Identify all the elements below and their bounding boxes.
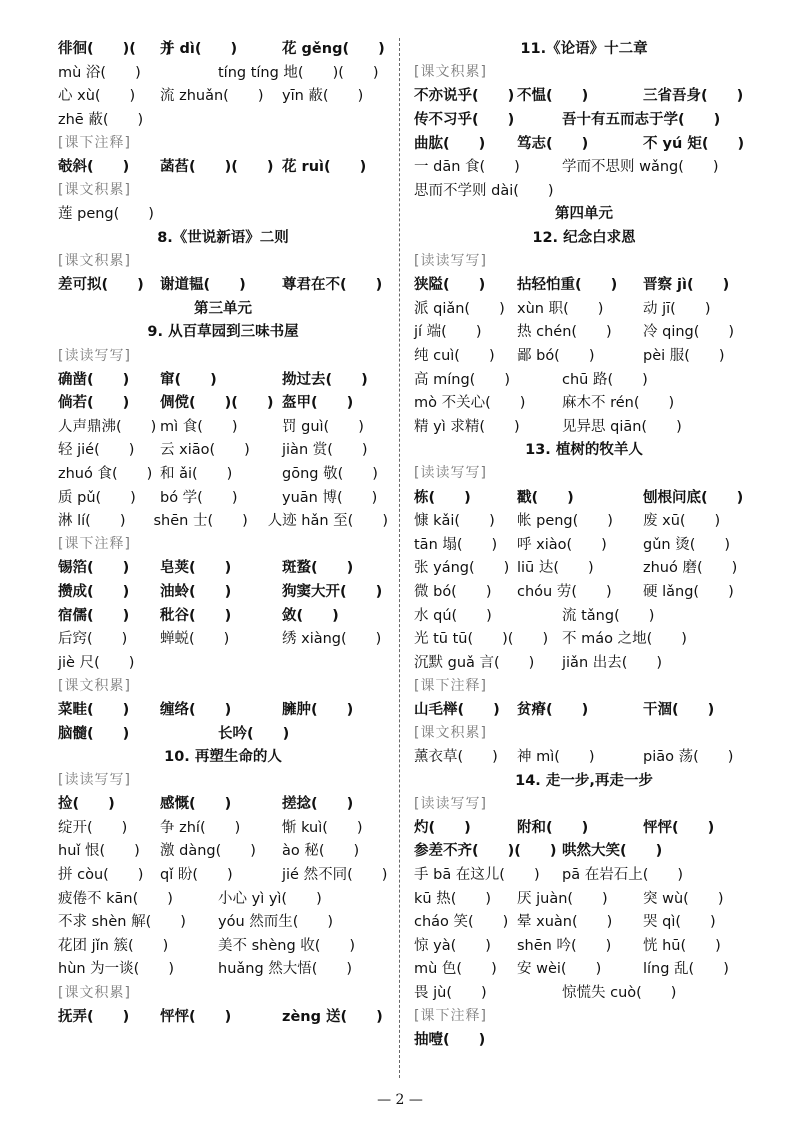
vocab-item: 绣 xiàng( ) <box>282 631 382 648</box>
vocab-row <box>414 107 754 131</box>
vocab-row <box>58 697 388 721</box>
vocab-row <box>58 83 388 107</box>
vocab-item: 轻 jié( ) <box>58 442 135 459</box>
vocab-row <box>58 414 388 438</box>
vocab-item: 张 yáng( ) <box>414 560 510 577</box>
vocab-item: 流 tǎng( ) <box>562 607 655 624</box>
page-number: — 2 — <box>377 1092 423 1108</box>
vocab-row <box>58 862 388 886</box>
vocab-item: gǔn 烫( ) <box>643 536 731 553</box>
subsection-label: [课文积累] <box>414 725 487 742</box>
vocab-item: jié 然不同( ) <box>282 867 388 884</box>
vocab-row <box>58 815 388 839</box>
vocab-row <box>414 343 754 367</box>
vocab-item: zhē 蔽( ) <box>58 112 144 129</box>
vocab-item: 罚 guì( ) <box>282 418 364 435</box>
vocab-item: jiǎn 出去( ) <box>562 654 663 671</box>
vocab-row <box>414 178 754 202</box>
subsection-label: [课文积累] <box>58 984 131 1001</box>
vocab-item: huǐ 恨( ) <box>58 843 140 860</box>
vocab-item: 臃肿( ) <box>282 701 354 718</box>
vocab-item: 徘徊( )( ) <box>58 41 172 58</box>
vocab-item: 山毛榉( ) <box>414 701 500 718</box>
vocab-item: zhuó 磨( ) <box>643 560 738 577</box>
vocab-item: 动 jī( ) <box>643 300 711 317</box>
vocab-item: pèi 服( ) <box>643 348 725 365</box>
vocab-item: 硬 lǎng( ) <box>643 583 734 600</box>
vocab-item: 差可拟( ) <box>58 277 144 294</box>
vocab-item: 敛( ) <box>282 607 339 624</box>
vocab-item: xùn 职( ) <box>517 300 604 317</box>
vocab-item: 恍 hū( ) <box>643 937 721 954</box>
vocab-row <box>414 83 754 107</box>
vocab-row <box>58 60 388 84</box>
vocab-item: ào 秘( ) <box>282 843 360 860</box>
subsection-label: [课文积累] <box>58 677 131 694</box>
vocab-item: 盔甲( ) <box>282 395 354 412</box>
vocab-item: 倜傥( )( ) <box>160 395 274 412</box>
vocab-row <box>414 319 754 343</box>
vocab-item: 安 wèi( ) <box>517 961 602 978</box>
vocab-row <box>414 390 754 414</box>
vocab-row <box>414 697 754 721</box>
subsection-label: [课文积累] <box>414 64 487 81</box>
vocab-item: 人迹 hǎn 至( ) <box>267 513 388 530</box>
vocab-item: hùn 为一谈( ) <box>58 961 174 978</box>
vocab-row <box>414 838 754 862</box>
vocab-item: 心 xù( ) <box>58 88 136 105</box>
vocab-row <box>58 838 388 862</box>
vocab-item: 水 qú( ) <box>414 607 492 624</box>
vocab-item: 惊 yà( ) <box>414 937 491 954</box>
subsection-label: [读读写写] <box>58 347 131 364</box>
vocab-row <box>414 296 754 320</box>
vocab-row <box>58 649 388 673</box>
vocab-item: 莲 peng( ) <box>58 206 154 223</box>
vocab-item: liū 达( ) <box>517 560 594 577</box>
vocab-row <box>58 154 388 178</box>
vocab-item: 确凿( ) <box>58 371 130 388</box>
vocab-item: zhuó 食( ) <box>58 465 153 482</box>
vocab-item: 激 dàng( ) <box>160 843 256 860</box>
section-heading: 12. 纪念白求恩 <box>532 230 636 247</box>
vocab-item: 干涸( ) <box>643 701 715 718</box>
vocab-item: 热 chén( ) <box>517 324 612 341</box>
vocab-item: yīn 蔽( ) <box>282 88 364 105</box>
vocab-row <box>58 272 388 296</box>
vocab-row <box>58 461 388 485</box>
vocab-item: jí 端( ) <box>414 324 482 341</box>
vocab-item: 派 qiǎn( ) <box>414 300 505 317</box>
vocab-item: 不求 shèn 解( ) <box>58 914 186 931</box>
vocab-row <box>414 484 754 508</box>
vocab-item: 菡萏( )( ) <box>160 159 274 176</box>
subsection-label: [课下注释] <box>58 135 131 152</box>
section-heading: 14. 走一步,再走一步 <box>515 772 653 789</box>
vocab-item: 油蛉( ) <box>160 583 232 600</box>
vocab-row <box>58 933 388 957</box>
vocab-item: 沉默 guǎ 言( ) <box>414 654 535 671</box>
vocab-item: 感慨( ) <box>160 796 232 813</box>
vocab-row <box>58 366 388 390</box>
vocab-row <box>414 366 754 390</box>
vocab-item: 见异思 qiān( ) <box>562 418 682 435</box>
vocab-item: 花 gěng( ) <box>282 41 385 58</box>
vocab-row <box>58 437 388 461</box>
vocab-item: 并 dì( ) <box>160 41 238 58</box>
vocab-item: 呼 xiào( ) <box>517 536 607 553</box>
vocab-row <box>414 909 754 933</box>
vocab-row <box>58 602 388 626</box>
vocab-item: 帐 peng( ) <box>517 513 613 530</box>
vocab-item: 突 wù( ) <box>643 890 724 907</box>
vocab-row <box>414 602 754 626</box>
vocab-row <box>414 555 754 579</box>
vocab-item: 贫瘠( ) <box>517 701 589 718</box>
section-heading: 第四单元 <box>555 206 613 223</box>
vocab-item: mò 不关心( ) <box>414 395 526 412</box>
vocab-item: 思而不学则 dài( ) <box>414 182 554 199</box>
vocab-item: 惊慌失 cuò( ) <box>562 985 677 1002</box>
subsection-label: [读读写写] <box>414 253 487 270</box>
vocab-item: 抚弄( ) <box>58 1008 130 1025</box>
vocab-item: 谢道韫( ) <box>160 277 246 294</box>
vocab-row <box>414 414 754 438</box>
column-divider <box>399 38 400 1078</box>
vocab-item: cháo 笑( ) <box>414 914 509 931</box>
vocab-item: 传不习乎( ) <box>414 112 515 129</box>
vocab-item: 晋察 jì( ) <box>643 277 730 294</box>
vocab-item: 窜( ) <box>160 371 217 388</box>
vocab-row <box>414 933 754 957</box>
vocab-item: huǎng 然大悟( ) <box>218 961 353 978</box>
vocab-row <box>414 980 754 1004</box>
vocab-row <box>58 791 388 815</box>
vocab-item: 高 míng( ) <box>414 371 510 388</box>
vocab-row <box>58 720 388 744</box>
vocab-item: 秕谷( ) <box>160 607 232 624</box>
vocab-item: 冷 qing( ) <box>643 324 735 341</box>
vocab-item: 不亦说乎( ) <box>414 88 515 105</box>
subsection-label: [课文积累] <box>58 182 131 199</box>
vocab-item: 哄然大笑( ) <box>562 843 663 860</box>
vocab-row <box>58 508 388 532</box>
vocab-item: pā 在岩石上( ) <box>562 867 684 884</box>
vocab-item: 纯 cuì( ) <box>414 348 495 365</box>
vocab-item: 倘若( ) <box>58 395 130 412</box>
subsection-label: [课下注释] <box>414 1008 487 1025</box>
vocab-item: 废 xū( ) <box>643 513 721 530</box>
vocab-item: mì 食( ) <box>160 418 238 435</box>
vocab-item: líng 乱( ) <box>643 961 729 978</box>
vocab-row <box>414 154 754 178</box>
vocab-row <box>414 508 754 532</box>
vocab-item: 慷 kǎi( ) <box>414 513 495 530</box>
vocab-item: 麻木不 rén( ) <box>562 395 675 412</box>
vocab-item: 花 ruì( ) <box>282 159 367 176</box>
vocab-item: 争 zhí( ) <box>160 819 241 836</box>
section-heading: 8.《世说新语》二则 <box>157 230 289 247</box>
vocab-item: 怦怦( ) <box>643 819 715 836</box>
vocab-item: 蝉蜕( ) <box>160 631 230 648</box>
vocab-item: 捡( ) <box>58 796 115 813</box>
vocab-item: 小心 yì yì( ) <box>218 890 322 907</box>
vocab-item: kū 热( ) <box>414 890 492 907</box>
vocab-row <box>414 744 754 768</box>
vocab-item: 曲肱( ) <box>414 135 486 152</box>
section-heading: 10. 再塑生命的人 <box>164 749 282 766</box>
vocab-item: 薰衣草( ) <box>414 749 498 766</box>
vocab-item: 长吟( ) <box>218 725 290 742</box>
vocab-item: 微 bó( ) <box>414 583 492 600</box>
vocab-item: 美不 shèng 收( ) <box>218 937 356 954</box>
vocab-row <box>58 909 388 933</box>
vocab-item: 不 máo 之地( ) <box>562 631 687 648</box>
right-column <box>414 36 754 1051</box>
vocab-item: 云 xiāo( ) <box>160 442 250 459</box>
vocab-item: 皂荚( ) <box>160 560 232 577</box>
vocab-item: 锡箔( ) <box>58 560 130 577</box>
vocab-item: 攒成( ) <box>58 583 130 600</box>
vocab-item: 花团 jǐn 簇( ) <box>58 937 169 954</box>
vocab-item: tíng tíng 地( )( ) <box>218 64 379 81</box>
vocab-row <box>58 36 388 60</box>
vocab-item: 拈轻怕重( ) <box>517 277 618 294</box>
vocab-item: bó 学( ) <box>160 489 238 506</box>
vocab-item: chū 路( ) <box>562 371 648 388</box>
vocab-item: 学而不思则 wǎng( ) <box>562 159 719 176</box>
vocab-item: 绽开( ) <box>58 819 128 836</box>
vocab-row <box>414 626 754 650</box>
vocab-item: 刨根问底( ) <box>643 489 744 506</box>
vocab-row <box>414 130 754 154</box>
vocab-item: 吾十有五而志于学( ) <box>562 112 721 129</box>
vocab-item: 惭 kuì( ) <box>282 819 363 836</box>
vocab-row <box>58 626 388 650</box>
vocab-item: 不 yú 矩( ) <box>643 135 745 152</box>
vocab-item: 和 ǎi( ) <box>160 465 233 482</box>
vocab-item: 戳( ) <box>517 489 574 506</box>
vocab-row <box>414 815 754 839</box>
vocab-row <box>58 107 388 131</box>
vocab-item: yóu 然而生( ) <box>218 914 334 931</box>
vocab-item: 后窍( ) <box>58 631 128 648</box>
vocab-item: mù 色( ) <box>414 961 497 978</box>
vocab-item: 怦怦( ) <box>160 1008 232 1025</box>
vocab-item: 附和( ) <box>517 819 589 836</box>
subsection-label: [课下注释] <box>414 677 487 694</box>
vocab-item: piāo 荡( ) <box>643 749 734 766</box>
vocab-item: 鄙 bó( ) <box>517 348 595 365</box>
vocab-item: mù 浴( ) <box>58 64 141 81</box>
vocab-item: 三省吾身( ) <box>643 88 744 105</box>
section-heading: 13. 植树的牧羊人 <box>525 442 643 459</box>
vocab-row <box>58 579 388 603</box>
vocab-item: 脑髓( ) <box>58 725 130 742</box>
vocab-row <box>58 885 388 909</box>
vocab-item: shēn 吟( ) <box>517 937 612 954</box>
vocab-row <box>414 272 754 296</box>
vocab-row <box>58 390 388 414</box>
vocab-row <box>414 1027 754 1051</box>
section-heading: 11.《论语》十二章 <box>520 41 648 58</box>
vocab-item: 淋 lí( ) <box>58 513 126 530</box>
vocab-item: chóu 劳( ) <box>517 583 612 600</box>
subsection-label: [读读写写] <box>58 772 131 789</box>
section-heading: 第三单元 <box>194 300 252 317</box>
vocab-item: 笃志( ) <box>517 135 589 152</box>
vocab-item: 一 dān 食( ) <box>414 159 520 176</box>
vocab-item: 攲斜( ) <box>58 159 130 176</box>
vocab-item: 神 mì( ) <box>517 749 595 766</box>
vocab-item: 厌 juàn( ) <box>517 890 608 907</box>
vocab-row <box>58 1003 388 1027</box>
vocab-row <box>414 885 754 909</box>
vocab-item: qǐ 盼( ) <box>160 867 233 884</box>
vocab-item: 拗过去( ) <box>282 371 368 388</box>
left-column <box>58 36 388 1027</box>
subsection-label: [课文积累] <box>58 253 131 270</box>
vocab-item: 抽噎( ) <box>414 1032 486 1049</box>
vocab-item: yuān 博( ) <box>282 489 378 506</box>
vocab-row <box>58 484 388 508</box>
vocab-item: 参差不齐( )( ) <box>414 843 557 860</box>
vocab-item: 疲倦不 kān( ) <box>58 890 173 907</box>
vocab-item: 拼 còu( ) <box>58 867 144 884</box>
subsection-label: [读读写写] <box>414 795 487 812</box>
vocab-item: zèng 送( ) <box>282 1008 383 1025</box>
vocab-item: 晕 xuàn( ) <box>517 914 613 931</box>
vocab-item: 斑蝥( ) <box>282 560 354 577</box>
vocab-row <box>414 579 754 603</box>
vocab-item: 流 zhuǎn( ) <box>160 88 264 105</box>
vocab-item: 宿儒( ) <box>58 607 130 624</box>
vocab-row <box>414 531 754 555</box>
vocab-item: gōng 敬( ) <box>282 465 378 482</box>
vocab-item: 光 tū tū( )( ) <box>414 631 549 648</box>
vocab-item: 栋( ) <box>414 489 471 506</box>
vocab-item: 菜畦( ) <box>58 701 130 718</box>
vocab-item: jiè 尺( ) <box>58 654 135 671</box>
vocab-item: 搓捻( ) <box>282 796 354 813</box>
vocab-item: 人声鼎沸( ) <box>58 418 157 435</box>
vocab-item: 尊君在不( ) <box>282 277 383 294</box>
vocab-item: 狭隘( ) <box>414 277 486 294</box>
vocab-item: tān 塌( ) <box>414 536 498 553</box>
vocab-item: 精 yì 求精( ) <box>414 418 520 435</box>
vocab-item: 狗窦大开( ) <box>282 583 383 600</box>
vocab-item: 灼( ) <box>414 819 471 836</box>
vocab-item: shēn 士( ) <box>153 513 248 530</box>
vocab-item: 质 pǔ( ) <box>58 489 136 506</box>
vocab-item: 缠络( ) <box>160 701 232 718</box>
vocab-row <box>414 649 754 673</box>
vocab-row <box>58 555 388 579</box>
vocab-item: 哭 qì( ) <box>643 914 716 931</box>
vocab-row <box>58 201 388 225</box>
subsection-label: [课下注释] <box>58 536 131 553</box>
vocab-item: 畏 jù( ) <box>414 985 487 1002</box>
vocab-row <box>414 956 754 980</box>
vocab-item: 手 bā 在这儿( ) <box>414 867 540 884</box>
vocab-row <box>58 956 388 980</box>
section-heading: 9. 从百草园到三味书屋 <box>147 324 299 341</box>
subsection-label: [读读写写] <box>414 465 487 482</box>
vocab-item: 不愠( ) <box>517 88 589 105</box>
vocab-item: jiàn 赏( ) <box>282 442 368 459</box>
vocab-row <box>414 862 754 886</box>
